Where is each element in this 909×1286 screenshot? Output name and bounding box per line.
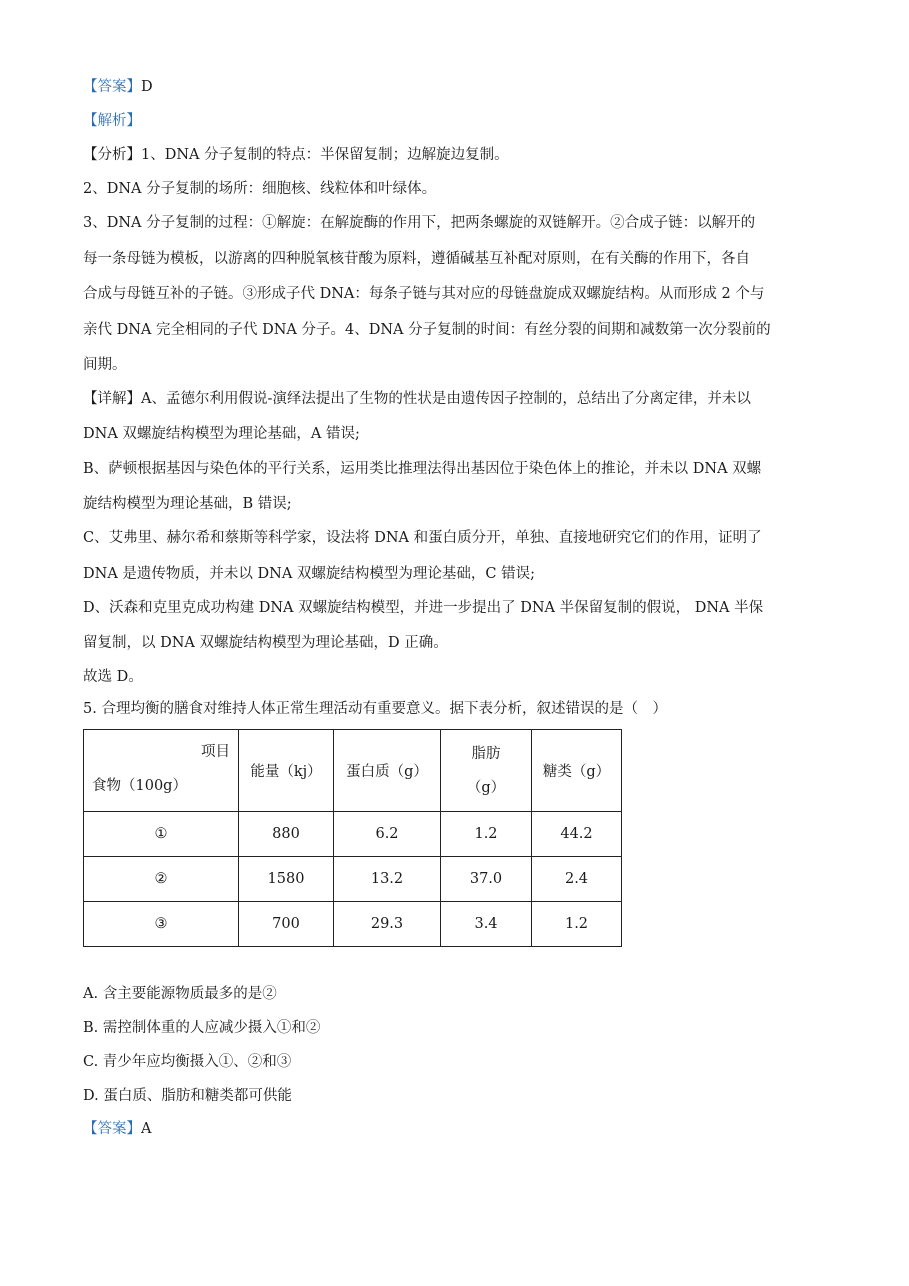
detail-c-line1: C、艾弗里、赫尔希和蔡斯等科学家，设法将 DNA 和蛋白质分开，单独、直接地研究它们的作用，证明了 [83,530,762,546]
cell-protein: 6.2 [334,812,441,857]
answer2-value: A [141,1121,152,1137]
cell-food: ③ [84,902,239,947]
answer2-line [83,1119,151,1139]
cell-sugar: 1.2 [532,902,622,947]
cell-fat: 37.0 [441,857,532,902]
table-row [84,812,622,857]
table-header-row [84,730,622,812]
detail-conclusion: 故选 D。 [83,669,143,685]
nutrition-table [83,729,622,947]
detail-b-line1: B、萨顿根据基因与染色体的平行关系，运用类比推理法得出基因位于染色体上的推论，并未以 DNA 双螺 [83,461,762,477]
cell-energy: 880 [239,812,334,857]
detail-tag: 【详解】 [83,391,141,407]
cell-protein: 13.2 [334,857,441,902]
analysis-p3-line5: 间期。 [83,357,127,373]
header-sugar: 糖类（g） [532,730,622,812]
analysis-p3-line3: 合成与母链互补的子链。③形成子代 DNA：每条子链与其对应的母链盘旋成双螺旋结构。从而形成 2 个与 [83,286,765,302]
option-a: A. 含主要能源物质最多的是② [83,986,277,1002]
detail-d-line1: D、沃森和克里克成功构建 DNA 双螺旋结构模型，并进一步提出了 DNA 半保留复制的假说， DNA 半保 [83,600,764,616]
table-corner-cell [84,730,239,812]
analysis-p1-text: 1、DNA 分子复制的特点：半保留复制；边解旋边复制。 [141,147,509,163]
answer-tag: 【答案】 [83,79,141,95]
header-fat [441,730,532,812]
detail-a-line2: DNA 双螺旋结构模型为理论基础，A 错误; [83,426,360,442]
cell-sugar: 44.2 [532,812,622,857]
detail-d-line2: 留复制，以 DNA 双螺旋结构模型为理论基础，D 正确。 [83,635,448,651]
option-d: D. 蛋白质、脂肪和糖类都可供能 [83,1088,292,1104]
cell-food: ② [84,857,239,902]
answer-line [83,77,153,97]
detail-c-line2: DNA 是遗传物质，并未以 DNA 双螺旋结构模型为理论基础，C 错误; [83,566,535,582]
analysis-tag: 【分析】 [83,147,141,163]
detail-a-line1 [83,389,751,409]
analysis-p2: 2、DNA 分子复制的场所：细胞核、线粒体和叶绿体。 [83,181,437,197]
cell-protein: 29.3 [334,902,441,947]
corner-food-label: 食物（100g） [92,778,187,794]
cell-fat: 1.2 [441,812,532,857]
table-row [84,857,622,902]
analysis-p3-line4: 亲代 DNA 完全相同的子代 DNA 分子。4、DNA 分子复制的时间：有丝分裂的间期和减数第一次分裂前的 [83,322,771,338]
analysis-p1 [83,145,509,165]
answer-value: D [141,79,153,95]
table-row [84,902,622,947]
cell-food: ① [84,812,239,857]
cell-energy: 700 [239,902,334,947]
cell-sugar: 2.4 [532,857,622,902]
corner-item-label: 项目 [201,744,230,760]
option-c: C. 青少年应均衡摄入①、②和③ [83,1054,292,1070]
cell-fat: 3.4 [441,902,532,947]
detail-a-text: A、孟德尔利用假说-演绎法提出了生物的性状是由遗传因子控制的，总结出了分离定律，并未以 [141,391,751,407]
option-b: B. 需控制体重的人应减少摄入①和② [83,1020,321,1036]
analysis-heading: 【解析】 [83,113,141,129]
header-fat-line1: 脂肪 [471,745,501,762]
cell-energy: 1580 [239,857,334,902]
detail-b-line2: 旋结构模型为理论基础，B 错误; [83,496,292,512]
header-protein: 蛋白质（g） [334,730,441,812]
header-fat-line2: （g） [466,779,506,796]
analysis-p3-line1: 3、DNA 分子复制的过程：①解旋：在解旋酶的作用下，把两条螺旋的双链解开。②合成子链：以解开的 [83,215,756,231]
answer2-tag: 【答案】 [83,1121,141,1137]
analysis-p3-line2: 每一条母链为模板，以游离的四种脱氧核苷酸为原料，遵循碱基互补配对原则，在有关酶的作用下，各自 [83,251,750,267]
question5-stem: 5. 合理均衡的膳食对维持人体正常生理活动有重要意义。据下表分析，叙述错误的是（ ） [83,701,667,717]
header-energy: 能量（kj） [239,730,334,812]
